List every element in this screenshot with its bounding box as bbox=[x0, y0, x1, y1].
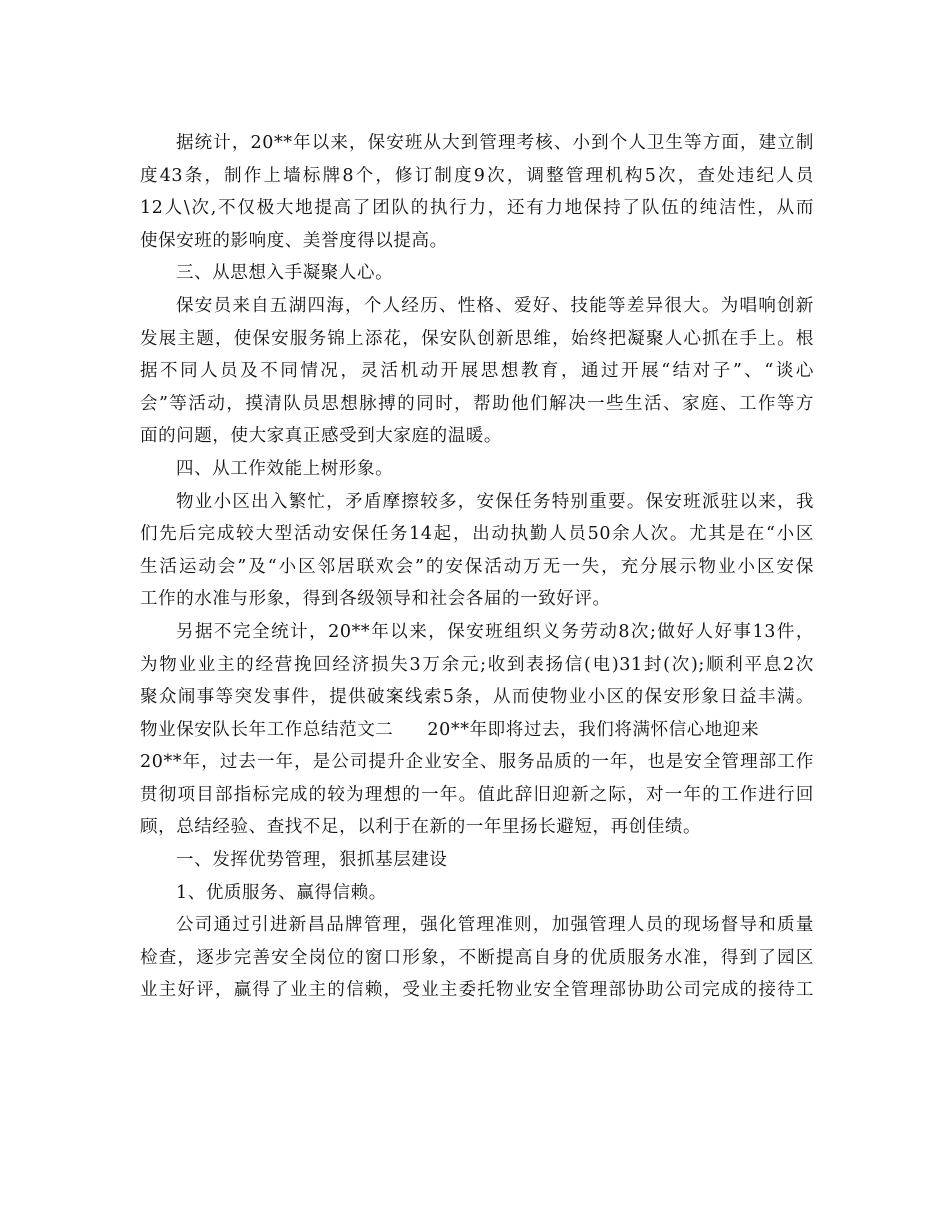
text-line: 保安员来自五湖四海，个人经历、性格、爱好、技能等差异很大。为唱响创新 bbox=[176, 295, 814, 316]
text-line: 工作的水准与形象，得到各级领导和社会各届的一致好评。 bbox=[140, 589, 611, 610]
text-line: 公司通过引进新昌品牌管理，强化管理准则，加强管理人员的现场督导和质量 bbox=[176, 915, 814, 936]
document-body bbox=[140, 127, 814, 1007]
text-line: 发展主题，使保安服务锦上添花，保安队创新思维，始终把凝聚人心抓在手上。根 bbox=[140, 328, 814, 349]
text-line: 另据不完全统计，20**年以来，保安班组织义务劳动8次;做好人好事13件， bbox=[176, 621, 814, 642]
section-heading: 四、从工作效能上树形象。 bbox=[176, 458, 394, 479]
text-line: 顾，总结经验、查找不足，以利于在新的一年里扬长避短，再创佳绩。 bbox=[140, 817, 702, 838]
article-title: 物业保安队长年工作总结范文二 bbox=[140, 719, 394, 740]
text-line: 生活运动会”及“小区邻居联欢会”的安保活动万无一失，充分展示物业小区安保 bbox=[140, 556, 814, 577]
text-line: 据不同人员及不同情况，灵活机动开展思想教育，通过开展“结对子”、“谈心 bbox=[140, 361, 814, 382]
text-line: 20**年，过去一年，是公司提升企业安全、服务品质的一年，也是安全管理部工作 bbox=[140, 752, 814, 773]
text-line: 面的问题，使大家真正感受到大家庭的温暖。 bbox=[140, 426, 502, 447]
text-line: 为物业业主的经营挽回经济损失3万余元;收到表扬信(电)31封(次);顺利平息2次 bbox=[140, 654, 814, 675]
subsection-heading: 1、优质服务、赢得信赖。 bbox=[176, 882, 387, 903]
text-line: 们先后完成较大型活动安保任务14起，出动执勤人员50余人次。尤其是在“小区 bbox=[140, 524, 814, 545]
text-line: 聚众闹事等突发事件，提供破案线索5条，从而使物业小区的保安形象日益丰满。 bbox=[140, 687, 814, 708]
title-line bbox=[140, 714, 814, 747]
text-line: 贯彻项目部指标完成的较为理想的一年。值此辞旧迎新之际，对一年的工作进行回 bbox=[140, 784, 814, 805]
section-heading: 三、从思想入手凝聚人心。 bbox=[176, 263, 394, 284]
section-heading: 一、发挥优势管理，狠抓基层建设 bbox=[176, 850, 448, 871]
text-line: 物业小区出入繁忙，矛盾摩擦较多，安保任务特别重要。保安班派驻以来，我 bbox=[176, 491, 814, 512]
text-line: 检查，逐步完善安全岗位的窗口形象，不断提高自身的优质服务水准，得到了园区 bbox=[140, 947, 814, 968]
text-line: 据统计，20**年以来，保安班从大到管理考核、小到个人卫生等方面，建立制 bbox=[176, 133, 814, 153]
text-line: 12人\次,不仅极大地提高了团队的执行力，还有力地保持了队伍的纯洁性，从而 bbox=[140, 198, 814, 219]
text-line: 业主好评，赢得了业主的信赖，受业主委托物业安全管理部协助公司完成的接待工 bbox=[140, 980, 814, 1001]
text-line: 使保安班的影响度、美誉度得以提高。 bbox=[140, 230, 448, 251]
text-line: 20**年即将过去，我们将满怀信心地迎来 bbox=[427, 719, 760, 740]
text-line: 会”等活动，摸清队员思想脉搏的同时，帮助他们解决一些生活、家庭、工作等方 bbox=[140, 393, 814, 414]
text-line: 度43条，制作上墙标牌8个，修订制度9次，调整管理机构5次，查处违纪人员 bbox=[140, 165, 814, 186]
